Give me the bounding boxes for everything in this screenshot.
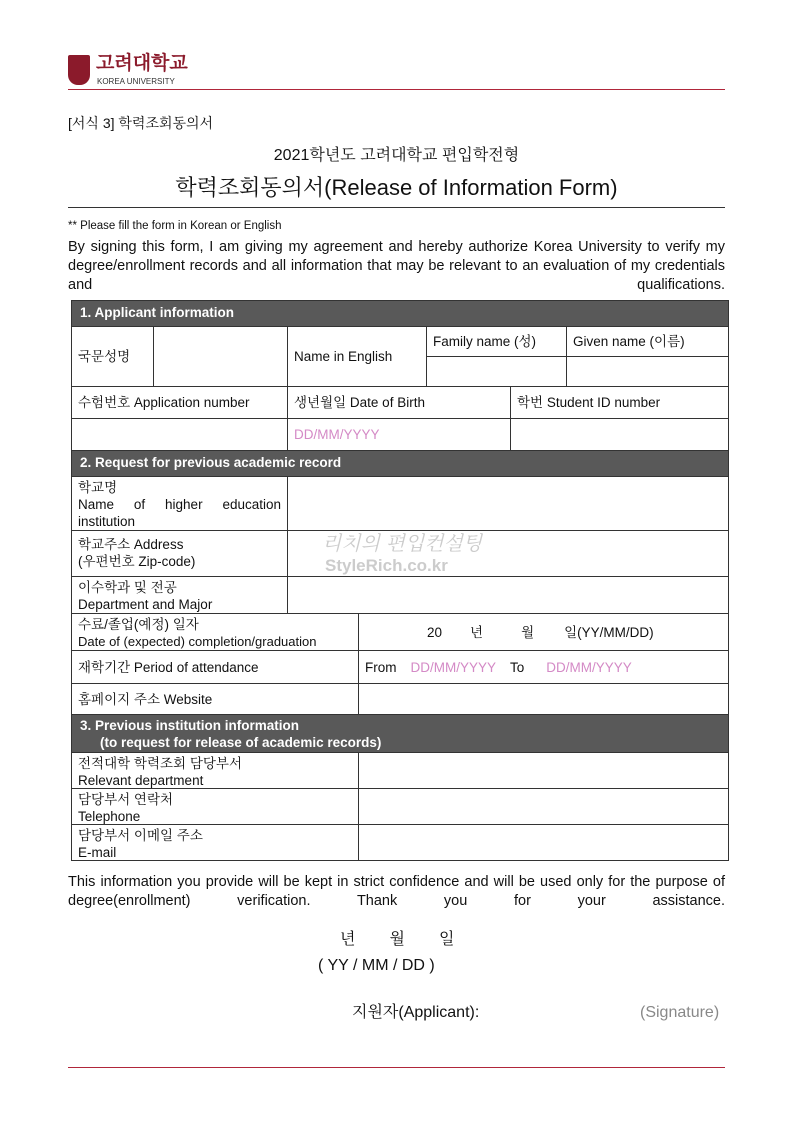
relevant-department-en: Relevant department: [78, 773, 204, 788]
email-en: E-mail: [78, 845, 117, 860]
given-name-field[interactable]: [566, 356, 729, 387]
department-label-2: Department and Major: [78, 597, 213, 612]
logo-english: KOREA UNIVERSITY: [97, 77, 175, 86]
subtitle: 2021학년도 고려대학교 편입학전형: [273, 147, 520, 164]
telephone-en: Telephone: [78, 809, 141, 824]
website-field[interactable]: [358, 683, 729, 715]
family-name-label: Family name (성): [426, 326, 567, 357]
department-field[interactable]: [287, 576, 729, 614]
email-field[interactable]: [358, 824, 729, 861]
section3-header: [71, 714, 729, 753]
logo-korean: 고려대학교: [96, 53, 188, 74]
school-name-en: Name of higher education institution: [78, 497, 281, 529]
dob-field[interactable]: DD/MM/YYYY: [287, 418, 511, 451]
grad-year-unit: 년: [470, 624, 484, 640]
application-number-label: 수험번호 Application number: [71, 386, 288, 419]
section3-header-line1: 3. Previous institution information: [80, 718, 300, 733]
student-id-field[interactable]: [510, 418, 729, 451]
watermark-url: StyleRich.co.kr: [325, 556, 448, 575]
period-field[interactable]: [358, 650, 729, 684]
application-number-field[interactable]: [71, 418, 288, 451]
address-label-2: (우편번호 Zip-code): [78, 554, 196, 569]
graduation-label: [71, 613, 359, 651]
website-label: 홈페이지 주소 Website: [71, 683, 359, 715]
watermark-korean: 리치의 편입컨설팅: [322, 533, 483, 555]
closing-text: This information you provide will be kept in strict confidence and will be used only for the purpose of degree(enrollment) verification. Thank you for your assistance.: [68, 874, 725, 909]
intro-text: By signing this form, I am giving my agreement and hereby authorize Korea University to verify my degree/enrollment records and all information that may be relevant to an evaluation of my credentials and qualifications.: [68, 239, 725, 293]
address-label-1: 학교주소 Address: [78, 537, 184, 552]
school-name-field[interactable]: [287, 476, 729, 531]
telephone-ko: 담당부서 연락처: [78, 792, 174, 807]
department-label: [71, 576, 288, 614]
title-divider: [68, 207, 725, 208]
header-divider: [68, 89, 725, 90]
form-number: [서식 3] 학력조회동의서: [68, 115, 214, 131]
page-title: 학력조회동의서(Release of Information Form): [175, 175, 618, 200]
fill-note: ** Please fill the form in Korean or English: [68, 220, 282, 232]
telephone-label: [71, 788, 359, 825]
year-label: 년: [340, 931, 356, 948]
email-label: [71, 824, 359, 861]
relevant-department-ko: 전적대학 학력조회 담당부서: [78, 756, 242, 771]
english-name-label: Name in English: [287, 326, 427, 387]
university-crest-icon: [68, 55, 90, 85]
student-id-label: 학번 Student ID number: [510, 386, 729, 419]
graduation-label-2: Date of (expected) completion/graduation: [78, 634, 317, 649]
section1-header: 1. Applicant information: [71, 300, 729, 327]
graduation-label-1: 수료/졸업(예정) 일자: [78, 617, 199, 632]
month-label: 월: [389, 931, 405, 948]
grad-year-prefix: 20: [427, 624, 443, 640]
address-label: [71, 530, 288, 577]
period-label: 재학기간 Period of attendance: [71, 650, 359, 684]
dob-label: 생년월일 Date of Birth: [287, 386, 511, 419]
footer-divider: [68, 1067, 725, 1068]
grad-month-unit: 월: [521, 624, 535, 640]
family-name-field[interactable]: [426, 356, 567, 387]
given-name-label: Given name (이름): [566, 326, 729, 357]
date-format: ( YY / MM / DD ): [318, 957, 435, 974]
korean-name-field[interactable]: [153, 326, 288, 387]
korean-name-label: 국문성명: [71, 326, 154, 387]
telephone-field[interactable]: [358, 788, 729, 825]
school-name-label: [71, 476, 288, 531]
relevant-department-field[interactable]: [358, 752, 729, 789]
section3-header-line2: (to request for release of academic records): [100, 735, 382, 750]
day-label: 일: [438, 931, 455, 948]
to-label: To: [510, 659, 525, 675]
applicant-label: 지원자(Applicant):: [352, 1004, 480, 1021]
graduation-date-field[interactable]: [358, 613, 729, 651]
school-name-ko: 학교명: [78, 480, 118, 495]
department-label-1: 이수학과 및 전공: [78, 580, 177, 595]
date-korean: [340, 930, 454, 949]
email-ko: 담당부서 이메일 주소: [78, 828, 203, 843]
section2-header: 2. Request for previous academic record: [71, 450, 729, 477]
from-label: From: [365, 659, 397, 675]
from-date-field[interactable]: DD/MM/YYYY: [410, 659, 497, 675]
signature-field[interactable]: (Signature): [640, 1004, 720, 1021]
grad-day-unit: 일(YY/MM/DD): [564, 624, 654, 640]
relevant-department-label: [71, 752, 359, 789]
to-date-field[interactable]: DD/MM/YYYY: [546, 659, 632, 675]
